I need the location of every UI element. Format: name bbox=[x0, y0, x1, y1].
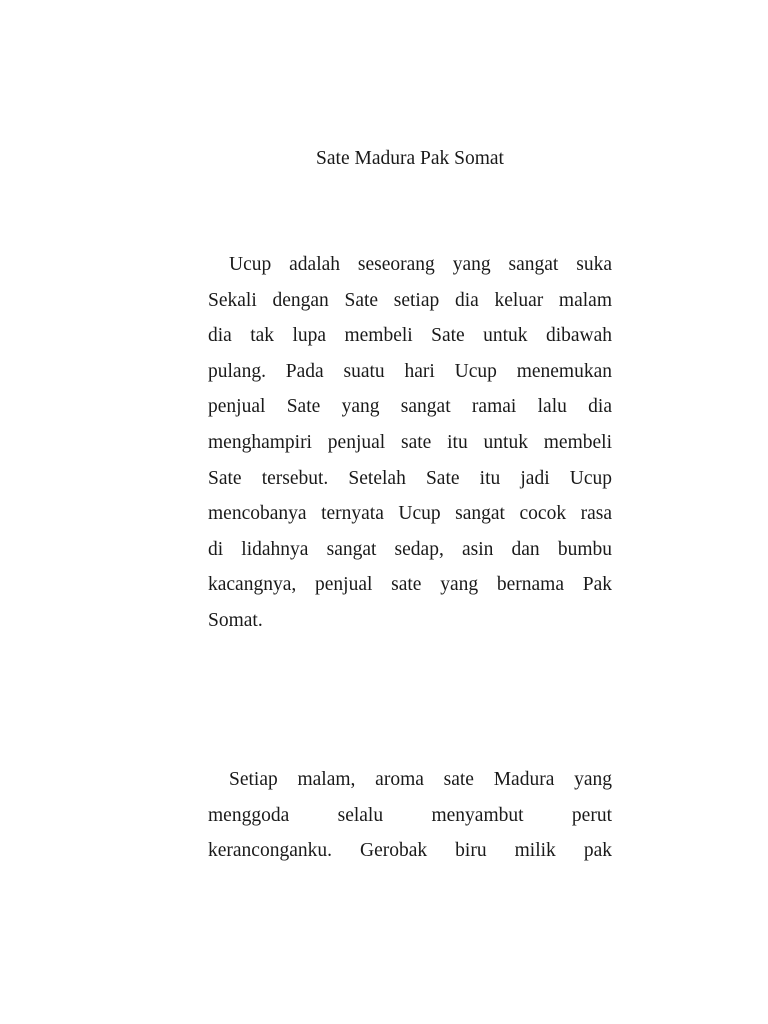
document-title: Sate Madura Pak Somat bbox=[316, 148, 504, 169]
paragraph-line: penjual Sate yang sangat ramai lalu dia bbox=[208, 396, 612, 418]
paragraph-line: keranconganku. Gerobak biru milik pak bbox=[208, 840, 612, 862]
paragraph-line: menghampiri penjual sate itu untuk membeli bbox=[208, 431, 612, 453]
paragraph-line: Sekali dengan Sate setiap dia keluar malam bbox=[208, 289, 612, 311]
paragraph-line: Setiap malam, aroma sate Madura yang bbox=[229, 769, 612, 790]
paragraph-line: pulang. Pada suatu hari Ucup menemukan bbox=[208, 360, 612, 382]
paragraph-1 bbox=[208, 250, 612, 642]
paragraph-2 bbox=[208, 765, 612, 872]
paragraph-line: mencobanya ternyata Ucup sangat cocok rasa bbox=[208, 503, 612, 525]
paragraph-line: Sate tersebut. Setelah Sate itu jadi Ucup bbox=[208, 467, 612, 489]
paragraph-line: Somat. bbox=[208, 609, 263, 631]
paragraph-line: menggoda selalu menyambut perut bbox=[208, 804, 612, 826]
paragraph-line: kacangnya, penjual sate yang bernama Pak bbox=[208, 574, 612, 596]
paragraph-line: Ucup adalah seseorang yang sangat suka bbox=[229, 254, 612, 275]
paragraph-line: dia tak lupa membeli Sate untuk dibawah bbox=[208, 325, 612, 347]
paragraph-line: di lidahnya sangat sedap, asin dan bumbu bbox=[208, 538, 612, 560]
